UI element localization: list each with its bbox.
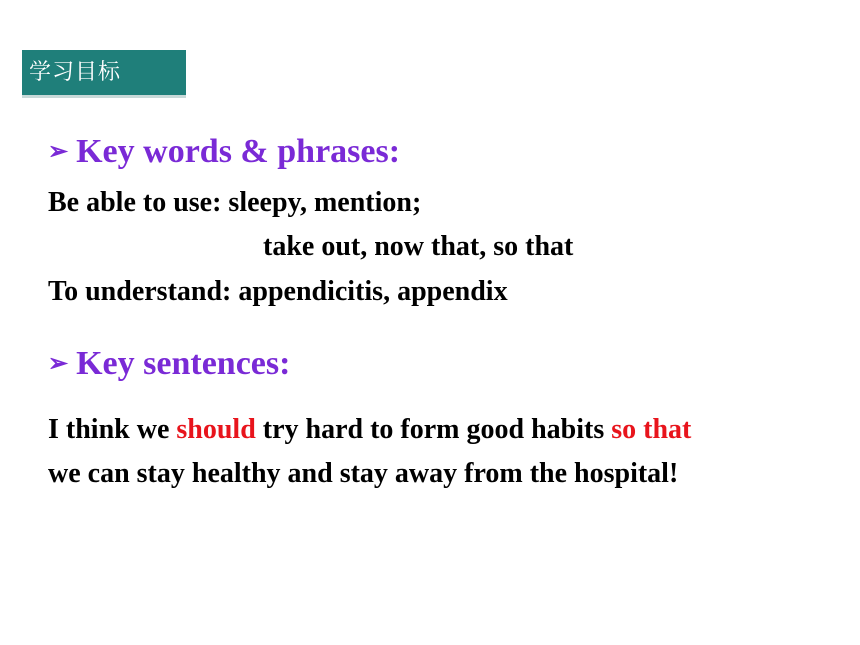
highlight-so-that: so that — [611, 414, 692, 445]
key-words-line-3: To understand: appendicitis, appendix — [48, 276, 508, 307]
section-tag: 学习目标 — [22, 50, 186, 95]
arrow-bullet-icon: ➢ — [48, 139, 69, 165]
key-words-line-1: Be able to use: sleepy, mention; — [48, 187, 422, 218]
arrow-bullet-icon: ➢ — [48, 351, 69, 377]
key-sentence-line-2: we can stay healthy and stay away from the hospital! — [48, 458, 679, 489]
key-words-heading — [48, 133, 400, 171]
key-words-line-2: take out, now that, so that — [263, 231, 574, 262]
key-sentences-heading-text: Key sentences: — [76, 345, 291, 382]
section-tag-underline — [22, 95, 186, 98]
sentence-part-2: try hard to form good habits — [255, 414, 612, 445]
key-words-heading-text: Key words & phrases: — [76, 133, 401, 170]
highlight-should: should — [176, 414, 256, 445]
key-sentences-heading — [48, 345, 290, 383]
key-sentence-line-1 — [48, 414, 691, 446]
sentence-part-1: I think we — [48, 414, 177, 445]
